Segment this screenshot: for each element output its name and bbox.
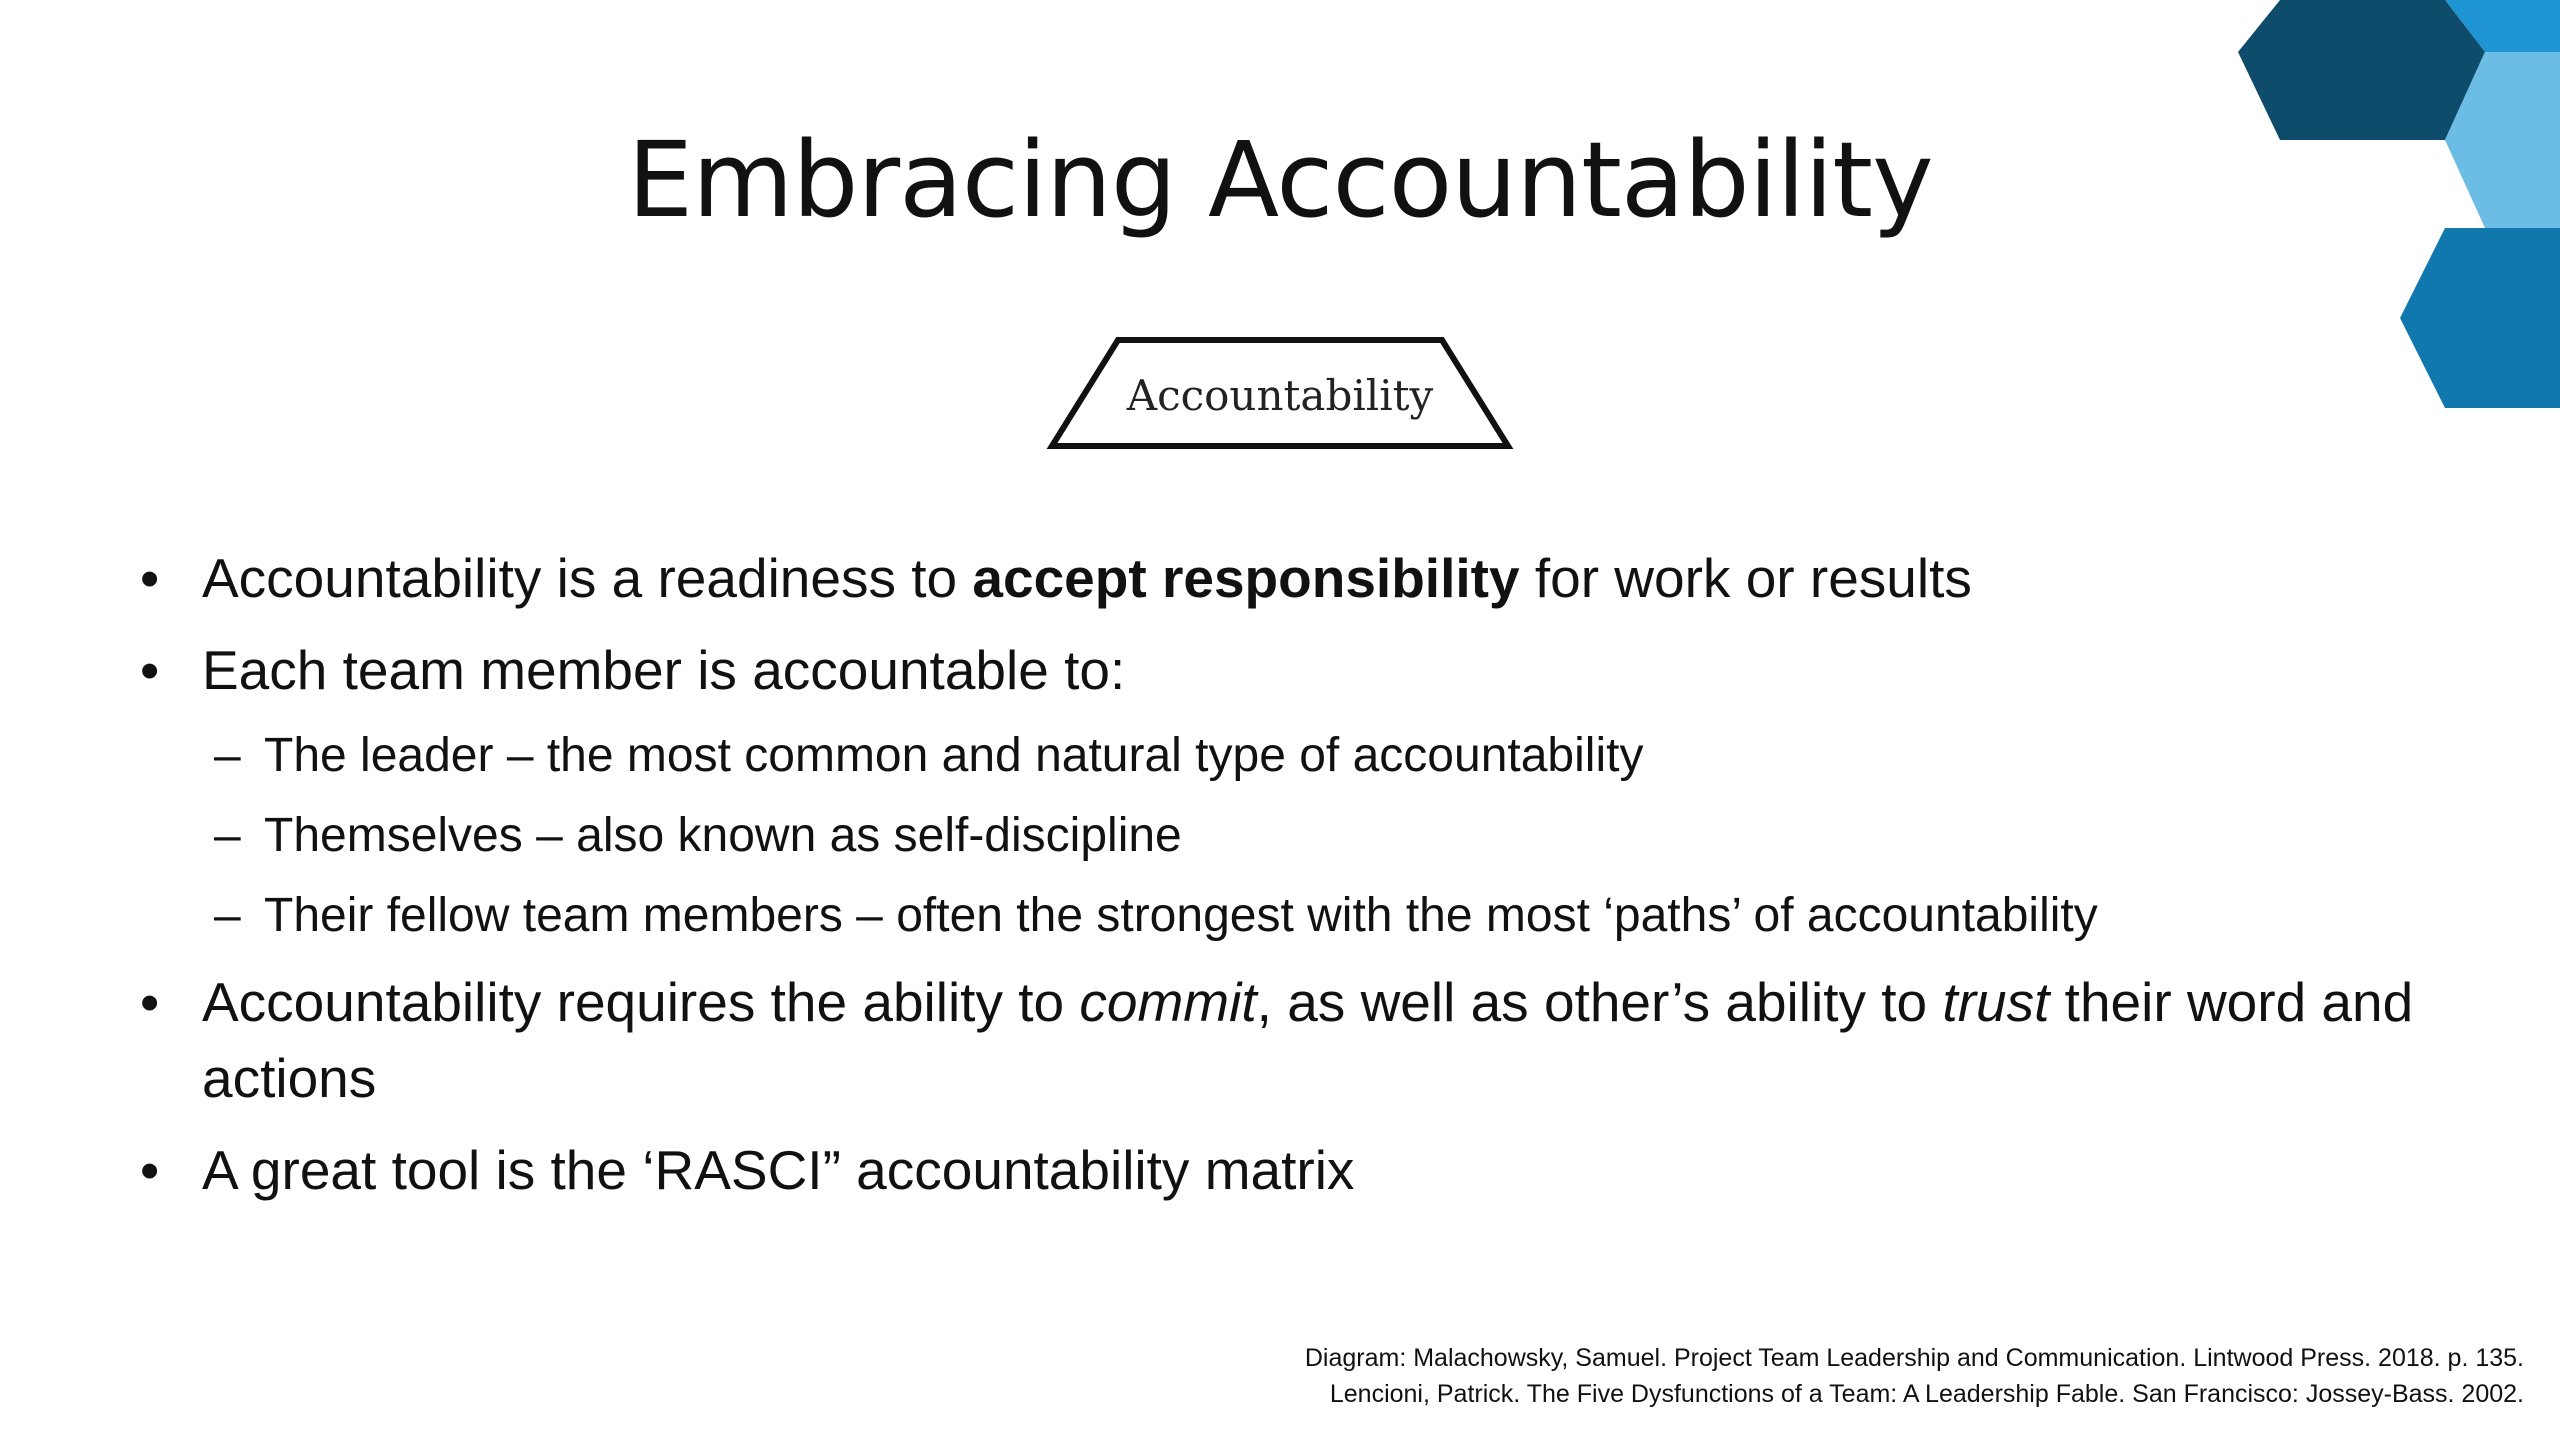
bullet-text: their word and actions: [202, 971, 2414, 1109]
bullet-text: trust: [1942, 971, 2050, 1033]
hexagon-dark: [2238, 0, 2485, 140]
bullet-item: [140, 1132, 2440, 1208]
sub-bullet-text: The leader – the most common and natural type of accountability: [264, 729, 1644, 782]
sub-bullet-item: [140, 804, 2440, 868]
bullet-item: [140, 964, 2440, 1116]
bullet-text: , as well as other’s ability to: [1256, 971, 1943, 1033]
slide-title: Embracing Accountability: [627, 119, 1933, 241]
bullet-text: A great tool is the ‘RASCI” accountability matrix: [202, 1139, 1355, 1201]
bullet-item: [140, 632, 2440, 708]
bullet-text: commit: [1079, 971, 1257, 1033]
citation-line: Lencioni, Patrick. The Five Dysfunctions of a Team: A Leadership Fable. San Francisco: Jossey-Bass. 2002.: [1329, 1380, 2524, 1408]
bullet-text: accept responsibility: [972, 547, 1520, 609]
sub-bullet-item: [140, 884, 2440, 948]
bullet-text: Accountability requires the ability to: [202, 971, 1080, 1033]
sub-bullet-item: [140, 724, 2440, 788]
citation-line: Diagram: Malachowsky, Samuel. Project Team Leadership and Communication. Lintwood Press. 2018. p. 135.: [1304, 1344, 2524, 1372]
dash-marker: –: [214, 729, 241, 782]
bullet-text: for work or results: [1519, 547, 1972, 609]
bullet-text: Accountability is a readiness to: [202, 547, 973, 609]
bullet-marker: •: [140, 1139, 160, 1201]
dash-marker: –: [214, 809, 241, 862]
sub-bullet-text: Their fellow team members – often the strongest with the most ‘paths’ of accountability: [264, 889, 2098, 942]
bullet-marker: •: [140, 639, 160, 701]
dash-marker: –: [214, 889, 241, 942]
bullet-text: Each team member is accountable to:: [202, 639, 1126, 701]
bullet-marker: •: [140, 971, 160, 1033]
bullet-marker: •: [140, 547, 160, 609]
citations: [1305, 1340, 2524, 1412]
sub-bullet-text: Themselves – also known as self-discipline: [264, 809, 1182, 862]
trapezoid-label: Accountability: [1126, 371, 1434, 420]
bullet-list: [140, 540, 2440, 1224]
hexagon-mid: [2400, 228, 2560, 408]
bullet-item: [140, 540, 2440, 616]
